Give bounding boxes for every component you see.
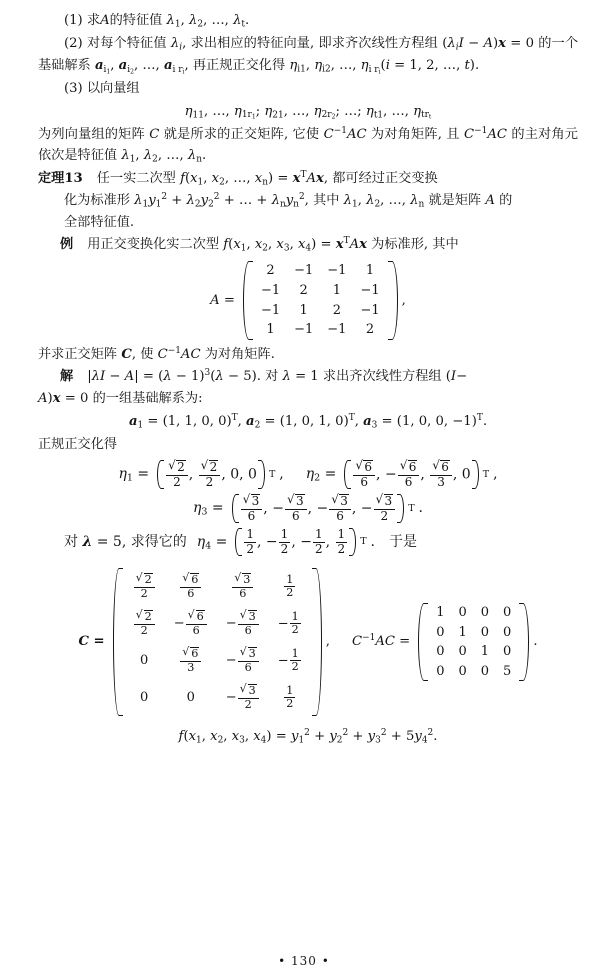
eta-4-vector: $\frac{1}{2}$ , − $\frac{1}{2}$ , − $\frac{1}{2}$ , $\frac{1}{2}$: [235, 528, 356, 556]
matrix-cell: 1: [436, 604, 445, 620]
matrix-cell: −1: [360, 302, 380, 318]
example-label: 例: [60, 237, 74, 253]
table-row: [429, 603, 518, 623]
solution-label: 解: [60, 368, 74, 384]
matrix-cell: 5: [503, 663, 512, 679]
matrix-cell: 0: [140, 652, 149, 668]
theorem-label: 定理13: [38, 170, 83, 186]
matrix-cell: $\frac{1}{2}$: [286, 572, 294, 600]
eta-1-vector: √ $\frac{2}{2}$ , √ $\frac{2}{2}$ , 0, 0: [157, 460, 265, 489]
matrix-cell: − √ $\frac{6}{6}$: [165, 605, 217, 642]
matrix-cell: √ $\frac{6}{6}$: [165, 568, 217, 605]
matrix-cell: √ $\frac{3}{6}$: [217, 568, 269, 605]
table-row: [429, 642, 518, 662]
final-standard-form: $f(x_1$, $x_2$, $x_3$, $x_4) = y_1^2 + y_2^2 + y_3^2 + 5y_4^2$.: [178, 728, 438, 746]
table-row: [254, 301, 387, 321]
matrix-cell: 0: [436, 644, 445, 660]
C-comma: ,: [325, 634, 330, 650]
matrix-cell: 0: [436, 663, 445, 679]
vector-group-line: $\eta_{11}$, …, $\eta_{1r_1}$; $\eta_{21}$, …, $\eta_{2r_2}$; …; $\eta_{t1}$, …, $\eta_{tr_t}$: [184, 103, 432, 121]
matrix-cell: 2: [299, 282, 308, 298]
matrix-A: [243, 261, 398, 339]
matrix-cell: − √ $\frac{3}{6}$: [217, 605, 269, 642]
eta-1-2-display: $\eta_1$ = √ $\frac{2}{2}$ , √ $\frac{2}{2}$ , 0, 0 T , $\eta_2$ = √ $\frac{6}{6}$ , − √ $\frac{6}{6}$ , √ $\frac{6}{3}$ , 0 T ,: [38, 460, 578, 489]
matrix-cell: 2: [365, 322, 375, 338]
matrix-cell: 1: [458, 624, 467, 640]
table-row: [124, 605, 311, 642]
table-row: [429, 623, 518, 643]
lambda-5-line: 对 λ = 5, 求得它的 $\eta_4$ = $\frac{1}{2}$ , − $\frac{1}{2}$ , − $\frac{1}{2}$ , $\frac{1}{2}$ T . 于是: [64, 527, 417, 556]
eta-3-display: $\eta_3$ = √ $\frac{3}{6}$ , − √ $\frac{3}{6}$ , − √ $\frac{3}{6}$ , − √ $\frac{3}{2}$ T .: [38, 494, 578, 523]
example-block: 例 用正交变换化实二次型 $f(x_1$, $x_2$, $x_3$, $x_4) = x^TAx$ 为标准形, 其中: [60, 236, 459, 254]
matrix-cell: 2: [332, 302, 341, 318]
basis-solution: $a_1 = (1$, 1, 0, 0)$^T$, $a_2 = (1$, 0, 1, 0)$^T$, $a_3 = (1$, 0, 0, −1)$^T$.: [128, 412, 488, 431]
matrix-cell: −1: [294, 322, 314, 338]
matrix-cell: 0: [503, 624, 512, 640]
matrix-cell: 1: [266, 322, 275, 338]
eta-3-vector: √ $\frac{3}{6}$ , − √ $\frac{3}{6}$ , − √ $\frac{3}{6}$ , − √ $\frac{3}{2}$: [232, 494, 405, 523]
matrix-CAC: [418, 603, 529, 681]
orthonormalize-label: 正规正交化得: [38, 436, 118, 452]
matrix-cell: − √ $\frac{3}{2}$: [217, 679, 269, 716]
matrix-cell: 0: [503, 604, 512, 620]
matrix-cell: − √ $\frac{3}{6}$: [217, 642, 269, 679]
solution-line-2: A)x = 0 的一组基础解系为:: [38, 391, 203, 407]
matrix-cell: −1: [327, 263, 347, 279]
matrix-cell: 0: [458, 644, 467, 660]
matrix-cell: 0: [140, 689, 149, 705]
table-row: [254, 261, 387, 281]
CAC-period: .: [533, 634, 538, 650]
matrix-cell: −1: [294, 263, 314, 279]
eta-2-vector: √ $\frac{6}{6}$ , − √ $\frac{6}{6}$ , √ $\frac{6}{3}$ , 0: [344, 460, 478, 489]
matrix-cell: −1: [260, 282, 281, 298]
table-row: [124, 568, 311, 605]
matrix-cell: $\frac{1}{2}$: [286, 683, 294, 711]
CAC-label: $C^{-1}AC$ =: [351, 633, 411, 650]
page-body: [38, 10, 578, 749]
table-row: [254, 281, 387, 301]
matrix-cell: √ $\frac{2}{2}$: [124, 605, 165, 642]
matrix-cell: 0: [436, 624, 445, 640]
table-row: [124, 642, 311, 679]
matrix-cell: 0: [480, 604, 490, 620]
matrix-cell: √ $\frac{2}{2}$: [124, 568, 165, 605]
matrix-cell: 1: [365, 263, 375, 279]
matrix-cell: −1: [327, 322, 347, 338]
matrix-A-display: [38, 261, 578, 339]
matrix-cell: 0: [503, 644, 512, 660]
matrix-cell: −1: [260, 302, 281, 318]
C-and-CAC-display: [38, 568, 578, 716]
step-3: (3) 以向量组: [64, 81, 140, 97]
matrix-cell: −1: [360, 282, 380, 298]
theorem-13: 定理13 任一实二次型 $f(x_1$, $x_2$, …, $x_n) = x^TAx$, 都可经过正交变换 化为标准形 $\lambda_1y_1^2 + \lambda_2y_2^2$ + … + $\lambda_ny_n^2$, 其中 $\lambda_1$, $\lambda_2$, …, $\lambda_n$ 就是矩阵 A 的 全部特征值.: [38, 170, 513, 231]
step-1: (1) 求A的特征值 $\lambda_1$, $\lambda_2$, …, $\lambda_t$.: [64, 13, 250, 30]
example-follow: 并求正交矩阵 C, 使 $C^{-1}AC$ 为对角矩阵.: [38, 345, 275, 362]
matrix-cell: − $\frac{1}{2}$: [277, 609, 299, 637]
matrix-A-label: A =: [210, 292, 235, 308]
step-2: (2) 对每个特征值 $\lambda_i$, 求出相应的特征向量, 即求齐次线性方程组 $(\lambda_iI - A)x = 0$ 的一个基础解系 $a_{i_1}$, $a_{i_2}$, …, $a_{i r_i}$, 再正规正交化得 $\eta_{i1}$, $\eta_{i2}$, …, $\eta_{i r_i}(i = 1$, 2, …, t).: [38, 36, 579, 76]
matrix-cell: 0: [480, 663, 490, 679]
table-row: [124, 679, 311, 716]
matrix-cell: 1: [332, 282, 341, 298]
matrix-cell: 1: [299, 302, 308, 318]
matrix-cell: 0: [458, 663, 467, 679]
matrix-cell: 2: [266, 263, 275, 279]
matrix-A-comma: ,: [401, 292, 406, 308]
matrix-cell: 0: [186, 689, 195, 705]
matrix-cell: √ $\frac{6}{3}$: [165, 642, 217, 679]
solution-line-1: 解 $|\lambda I - A| = (\lambda - 1)^3(\lambda - 5)$. 对 λ = 1 求出齐次线性方程组 (I−: [60, 368, 468, 384]
matrix-cell: 1: [480, 644, 490, 660]
matrix-cell: 0: [458, 604, 467, 620]
page-number: • 130 •: [278, 954, 330, 968]
para-matrix-c: 为列向量组的矩阵 C 就是所求的正交矩阵, 它使 $C^{-1}AC$ 为对角矩阵, 且 $C^{-1}AC$ 的主对角元依次是特征值 $\lambda_1$, $\lambda_2$, …, $\lambda_n$.: [38, 125, 578, 165]
matrix-cell: − $\frac{1}{2}$: [277, 646, 299, 674]
matrix-cell: 0: [480, 624, 490, 640]
table-row: [429, 662, 518, 682]
C-label: C =: [78, 634, 105, 650]
table-row: [254, 320, 387, 340]
matrix-C: [113, 568, 322, 716]
